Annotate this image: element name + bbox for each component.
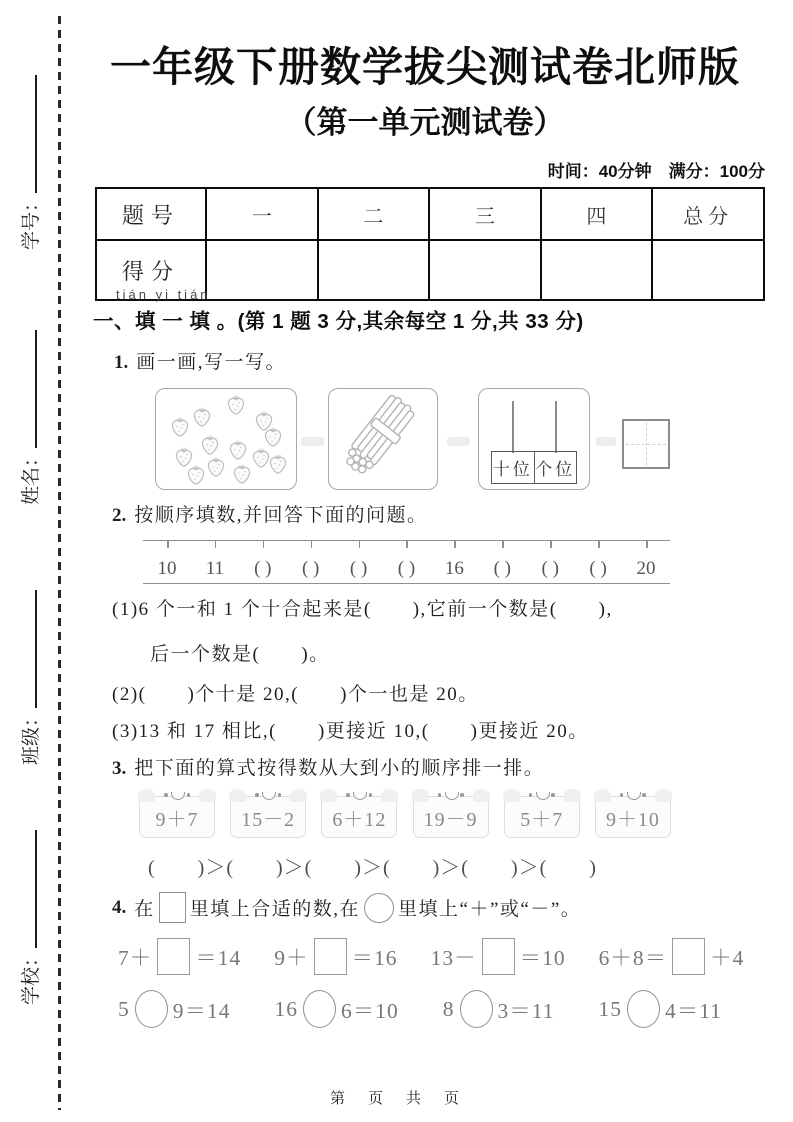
- q2-sub1: (1)6 个一和 1 个十合起来是( ),它前一个数是( ),: [112, 599, 613, 620]
- strip-cell: 11: [191, 541, 239, 583]
- page-subtitle: （第一单元测试卷）: [285, 105, 565, 140]
- strip-cell: ( ): [239, 541, 287, 583]
- score-table: [95, 187, 765, 301]
- score-col-total: 总分: [652, 188, 764, 240]
- tens-place-label: 十位: [491, 451, 535, 484]
- q1-prompt: 1. 画一画,写一写。: [114, 352, 287, 373]
- q2-sub1-cont: 后一个数是( )。: [150, 644, 330, 665]
- expression-card: 6＋12: [321, 796, 397, 838]
- score-cell: [652, 240, 764, 300]
- q2-sub2: (2)( )个十是 20,( )个一也是 20。: [112, 684, 479, 705]
- sticks-bundle-icon: [329, 389, 433, 485]
- answer-circle: [460, 990, 493, 1028]
- binding-dashed-line: [58, 16, 61, 1110]
- arrow-gap: [301, 437, 324, 446]
- class-field: [15, 590, 43, 765]
- blank-circle-icon: [364, 893, 394, 923]
- strip-cell: 10: [143, 541, 191, 583]
- q4-number: 4.: [112, 896, 127, 918]
- name-blank: [15, 330, 37, 448]
- grid-dashed-horizontal: [626, 444, 666, 445]
- arrow-gap: [596, 437, 616, 446]
- circle-equation: 5 9＝14: [118, 990, 231, 1028]
- class-blank: [15, 590, 37, 708]
- q2-prompt: 2. 按顺序填数,并回答下面的问题。: [112, 505, 428, 526]
- section-pinyin: tián yi tián: [116, 287, 211, 302]
- q4-prompt: 4. 在 里填上合适的数,在 里填上“＋”或“－”。: [112, 892, 581, 923]
- answer-box: [482, 938, 515, 975]
- ones-place-label: 个位: [535, 451, 578, 484]
- strawberry-icon: [230, 462, 254, 486]
- expression-card: 5＋7: [504, 796, 580, 838]
- score-col-3: 三: [429, 188, 541, 240]
- box-equation-row: [118, 938, 777, 975]
- student-id-blank: [15, 75, 37, 193]
- box-equation: 9＋ ＝16: [274, 938, 397, 975]
- strip-cell: ( ): [526, 541, 574, 583]
- name-field: [15, 330, 43, 505]
- student-id-label: 学号：: [20, 192, 42, 250]
- expression-cards: [139, 796, 671, 838]
- q1-number: 1.: [114, 352, 129, 373]
- circle-equation: 8 3＝11: [443, 990, 555, 1028]
- expression-card: 9＋10: [595, 796, 671, 838]
- expression-card: 15－2: [230, 796, 306, 838]
- arrow-gap: [447, 437, 470, 446]
- circle-equation: 15 4＝11: [598, 990, 721, 1028]
- strawberry-icon: [226, 438, 250, 462]
- score-col-2: 二: [318, 188, 430, 240]
- strawberry-icon: [190, 405, 214, 429]
- strip-cell: ( ): [574, 541, 622, 583]
- expression-card: 9＋7: [139, 796, 215, 838]
- ordering-blanks: ( )＞( )＞( )＞( )＞( )＞( ): [148, 857, 597, 879]
- answer-box: [314, 938, 347, 975]
- answer-circle: [135, 990, 168, 1028]
- answer-grid-box: [622, 419, 670, 469]
- score-cell: [429, 240, 541, 300]
- student-id-field: [15, 75, 43, 250]
- answer-circle: [627, 990, 660, 1028]
- name-label: 姓名：: [20, 447, 42, 505]
- box-equation: 7＋ ＝14: [118, 938, 241, 975]
- school-blank: [15, 830, 37, 948]
- box-equation: 6＋8＝ ＋4: [599, 938, 745, 975]
- score-col-4: 四: [541, 188, 653, 240]
- expression-card: 19－9: [413, 796, 489, 838]
- strip-cell: ( ): [287, 541, 335, 583]
- box-equation: 13－ ＝10: [431, 938, 566, 975]
- score-table-corner: 题号: [96, 188, 206, 240]
- q2-number: 2.: [112, 505, 127, 526]
- class-label: 班级：: [20, 707, 42, 765]
- place-value-figure: [478, 388, 590, 490]
- strip-cell: ( ): [478, 541, 526, 583]
- strip-cell: 16: [430, 541, 478, 583]
- score-col-1: 一: [206, 188, 318, 240]
- score-cell: [318, 240, 430, 300]
- circle-equation-row: [118, 990, 766, 1028]
- strawberry-icon: [184, 463, 208, 487]
- strawberry-icon: [266, 452, 290, 476]
- score-cell: [541, 240, 653, 300]
- circle-equation: 16 6＝10: [275, 990, 399, 1028]
- strip-cell: ( ): [335, 541, 383, 583]
- blank-square-icon: [159, 892, 186, 923]
- place-value-table: [491, 451, 577, 484]
- strawberry-icon: [168, 415, 192, 439]
- sticks-bundle-figure: [328, 388, 438, 490]
- strawberry-icon: [224, 393, 248, 417]
- strip-cell: 20: [622, 541, 670, 583]
- answer-box: [157, 938, 190, 975]
- time-score-info: 时间：40分钟 满分：100分: [547, 162, 765, 181]
- school-field: [15, 830, 43, 1005]
- answer-box: [672, 938, 705, 975]
- q3-number: 3.: [112, 758, 127, 779]
- section-one-heading: 一、填 一 填 。(第 1 题 3 分,其余每空 1 分,共 33 分): [93, 310, 584, 333]
- score-cell: [206, 240, 318, 300]
- answer-circle: [303, 990, 336, 1028]
- school-label: 学校：: [20, 947, 42, 1005]
- strawberries-figure: [155, 388, 297, 490]
- q2-sub3: (3)13 和 17 相比,( )更接近 10,( )更接近 20。: [112, 721, 589, 742]
- strip-cell: ( ): [383, 541, 431, 583]
- page-footer: 第 页 共 页: [329, 1090, 463, 1107]
- ones-rod: [555, 401, 557, 453]
- score-row-label: 得分: [96, 240, 206, 300]
- strawberry-icon: [198, 433, 222, 457]
- q3-prompt: 3. 把下面的算式按得数从大到小的顺序排一排。: [112, 758, 545, 779]
- number-strip: [143, 540, 670, 584]
- page-title: 一年级下册数学拔尖测试卷北师版: [110, 44, 740, 90]
- tens-rod: [512, 401, 514, 453]
